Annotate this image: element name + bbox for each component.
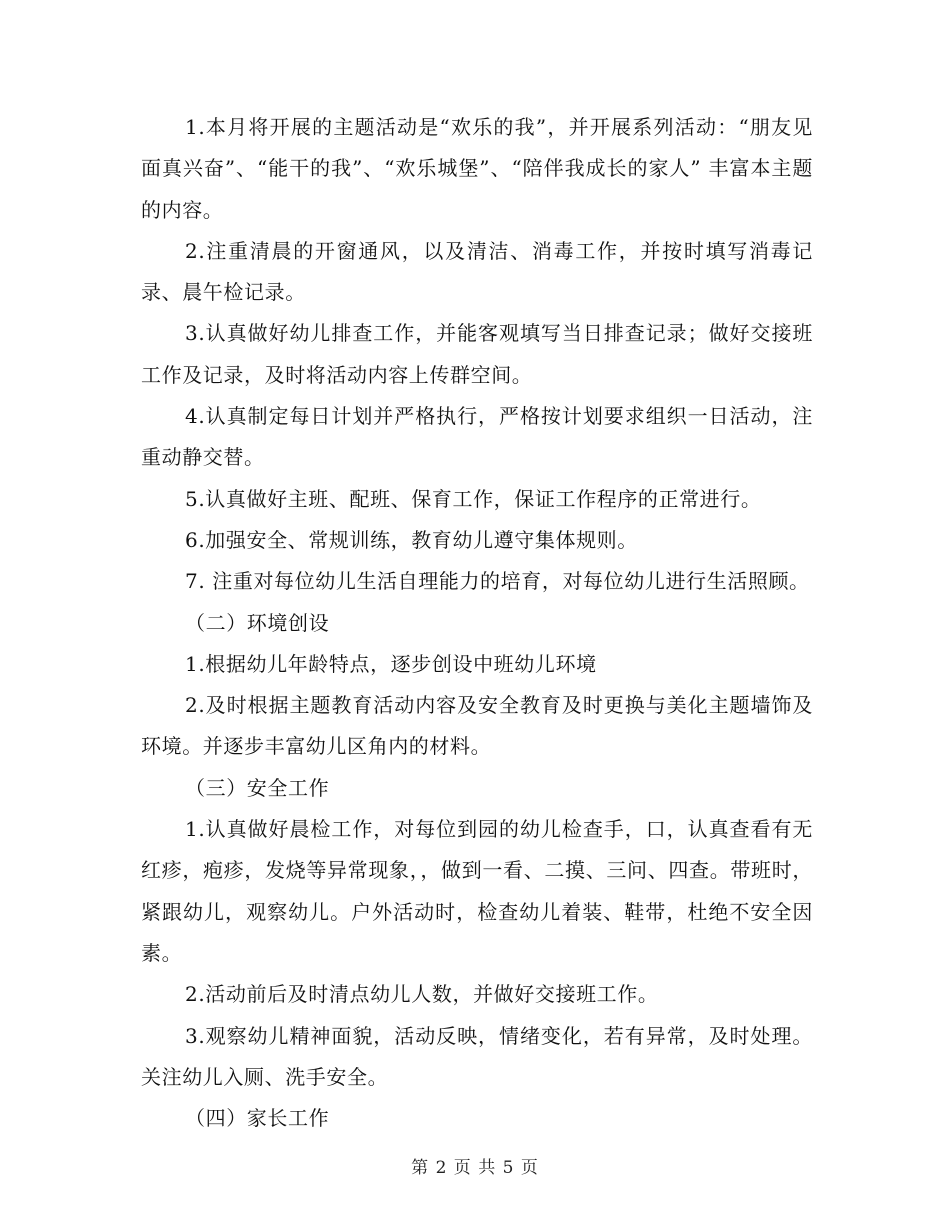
paragraph-environment-2: 2.及时根据主题教育活动内容及安全教育及时更换与美化主题墙饰及环境。并逐步丰富幼儿区角内的材料。 xyxy=(141,693,813,759)
section-heading-parents: （四）家长工作 xyxy=(185,1106,330,1131)
section-heading-safety: （三）安全工作 xyxy=(185,775,330,800)
paragraph-daily-plan: 4.认真制定每日计划并严格执行，严格按计划要求组织一日活动，注重动静交替。 xyxy=(141,404,813,470)
paragraph-safety-2: 2.活动前后及时清点幼儿人数，并做好交接班工作。 xyxy=(185,982,659,1007)
document-body xyxy=(141,107,813,1139)
paragraph-environment-1: 1.根据幼儿年龄特点，逐步创设中班幼儿环境 xyxy=(185,651,597,676)
paragraph-ventilation: 2.注重清晨的开窗通风，以及清洁、消毒工作，并按时填写消毒记录、晨午检记录。 xyxy=(141,238,813,305)
paragraph-screening: 3.认真做好幼儿排查工作，并能客观填写当日排查记录；做好交接班工作及记录，及时将活动内容上传群空间。 xyxy=(141,321,813,387)
paragraph-safety-routine: 6.加强安全、常规训练，教育幼儿遵守集体规则。 xyxy=(185,527,638,552)
paragraph-theme-activity: 1.本月将开展的主题活动是“欢乐的我”，并开展系列活动：“朋友见面真兴奋”、“能干的我”、“欢乐城堡”、“陪伴我成长的家人” 丰富本主题的内容。 xyxy=(141,115,813,222)
section-heading-environment: （二）环境创设 xyxy=(185,610,330,635)
page-number: 第 2 页 共 5 页 xyxy=(411,1158,539,1178)
paragraph-class-roles: 5.认真做好主班、配班、保育工作，保证工作程序的正常进行。 xyxy=(185,486,762,511)
paragraph-self-care: 7. 注重对每位幼儿生活自理能力的培育，对每位幼儿进行生活照顾。 xyxy=(185,569,810,594)
paragraph-safety-1: 1.认真做好晨检工作，对每位到园的幼儿检查手，口，认真查看有无红疹，疱疹，发烧等异常现象，，做到一看、二摸、三问、四查。带班时，紧跟幼儿，观察幼儿。户外活动时，检查幼儿着装、鞋带，杜绝不安全因素。 xyxy=(141,817,813,965)
paragraph-safety-3: 3.观察幼儿精神面貌，活动反映，情绪变化，若有异常，及时处理。关注幼儿入厕、洗手安全。 xyxy=(141,1023,813,1089)
